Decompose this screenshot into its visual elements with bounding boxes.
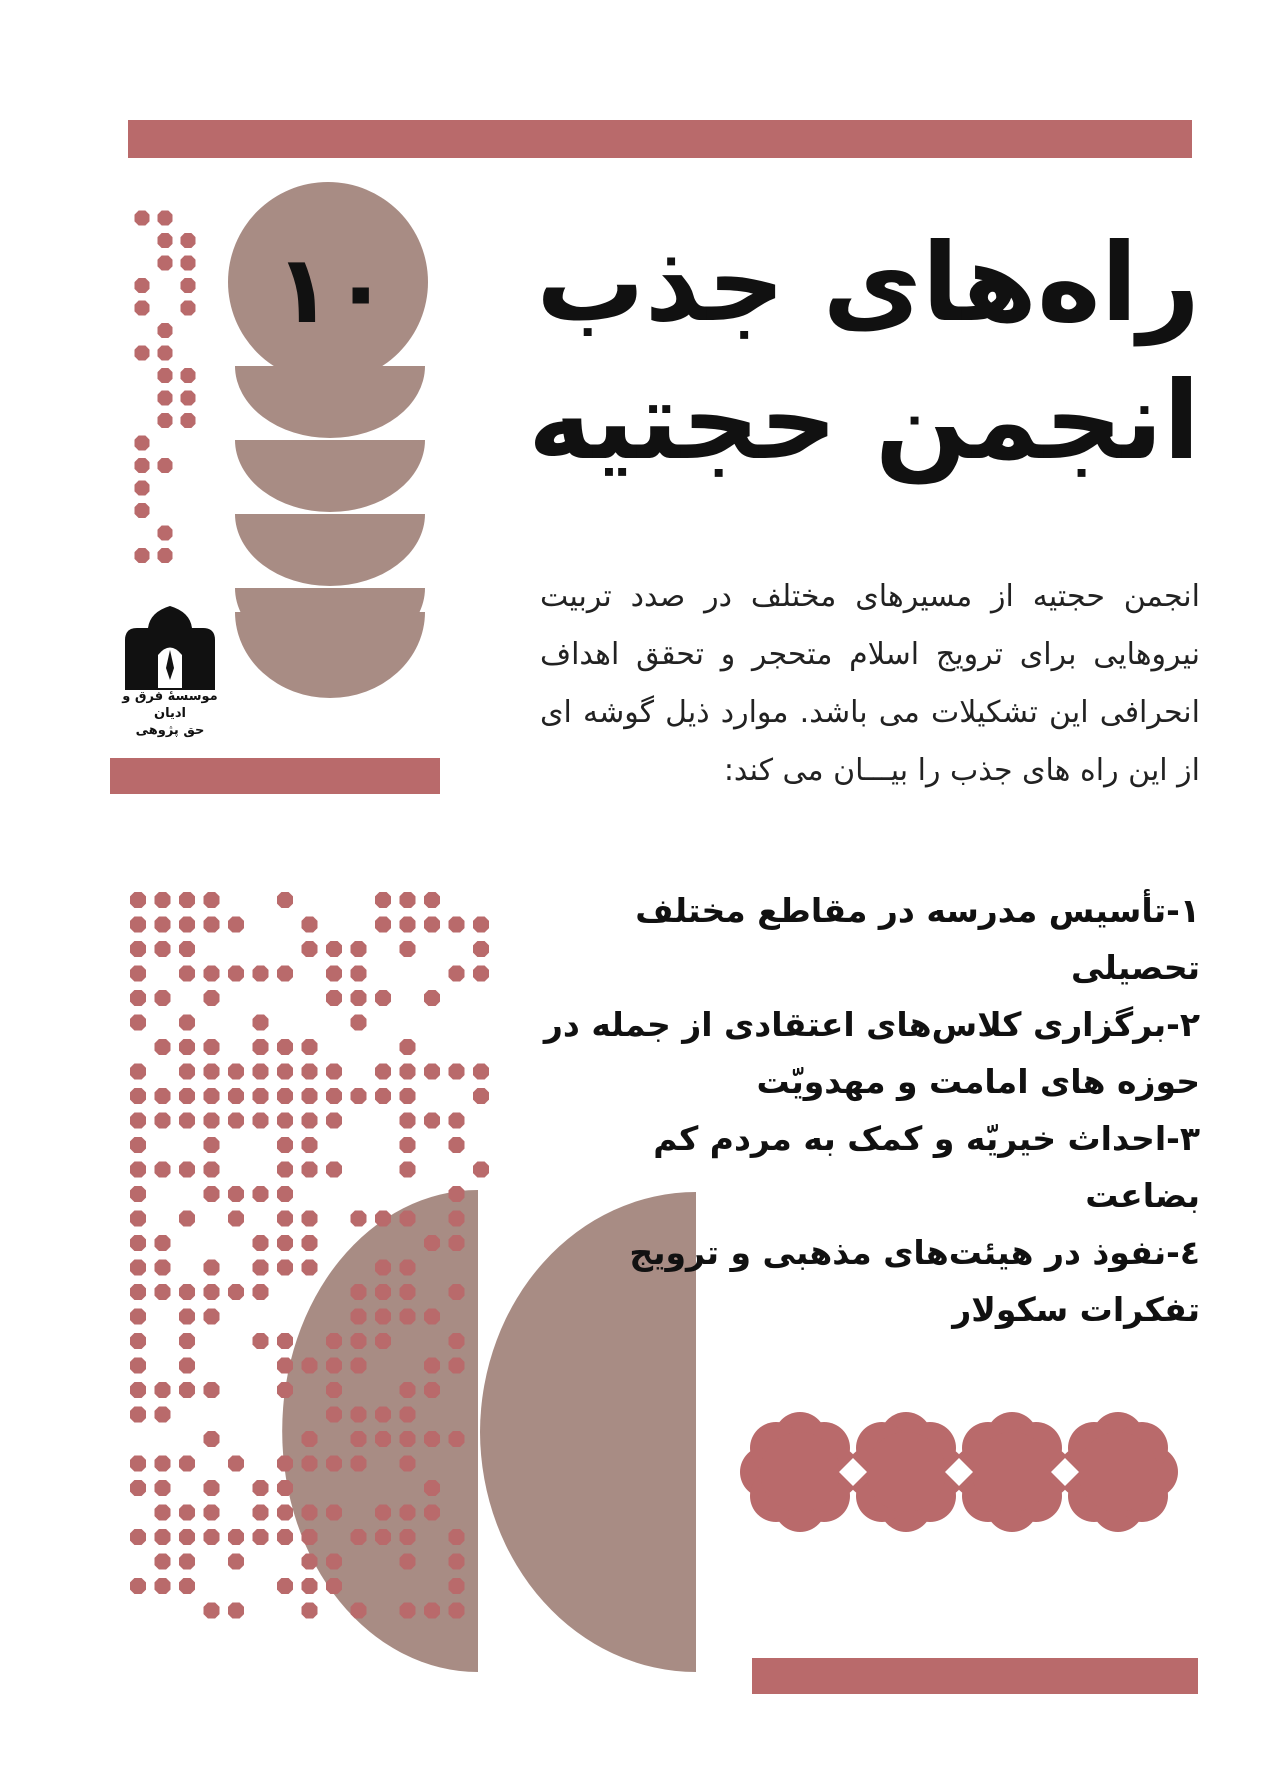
dot [400, 1407, 416, 1423]
dot [302, 1260, 318, 1276]
dot [326, 1113, 342, 1129]
dot [155, 1480, 171, 1496]
dot [351, 1211, 367, 1227]
dot [253, 1505, 269, 1521]
dot [400, 1603, 416, 1619]
dot [204, 1431, 220, 1447]
dot [228, 1113, 244, 1129]
dot [155, 1456, 171, 1472]
dot [179, 1529, 195, 1545]
dot [204, 1260, 220, 1276]
dot [277, 1382, 293, 1398]
dot [473, 1088, 489, 1104]
dot [400, 1505, 416, 1521]
dot [326, 1407, 342, 1423]
dot [375, 1529, 391, 1545]
dot [473, 1064, 489, 1080]
dot [351, 941, 367, 957]
dot [351, 966, 367, 982]
dot [181, 301, 196, 316]
dot [155, 892, 171, 908]
intro-paragraph: انجمن حجتیه از مسیرهای مختلف در صدد تربیت نیروهایی برای ترویج اسلام متحجر و تحقق اهداف انحرافی این تشکیلات می باشد. موارد ذیل گوشه ای از این راه های جذب را بیـــان می کند: [540, 579, 1200, 788]
dot [400, 1309, 416, 1325]
dot [135, 211, 150, 226]
dot [158, 368, 173, 383]
dot [375, 1284, 391, 1300]
dot [277, 1333, 293, 1349]
dot [181, 413, 196, 428]
dot [155, 1554, 171, 1570]
dot [277, 1456, 293, 1472]
dot [179, 1113, 195, 1129]
dot [449, 917, 465, 933]
dot [277, 1260, 293, 1276]
dot [135, 458, 150, 473]
dot [400, 1137, 416, 1153]
dot [158, 391, 173, 406]
dot [449, 1211, 465, 1227]
dot [449, 1137, 465, 1153]
dot [375, 892, 391, 908]
dot [351, 1088, 367, 1104]
dot [155, 1578, 171, 1594]
dot-pattern-top-left [135, 211, 196, 564]
dot [277, 1578, 293, 1594]
dot [130, 1186, 146, 1202]
dot [302, 1456, 318, 1472]
dot [179, 1039, 195, 1055]
dot [277, 892, 293, 908]
dot [130, 1358, 146, 1374]
dot [181, 256, 196, 271]
dot [400, 1039, 416, 1055]
dot [179, 1162, 195, 1178]
dot [135, 278, 150, 293]
dot [130, 1456, 146, 1472]
dot [228, 1529, 244, 1545]
dot [179, 1088, 195, 1104]
dot [179, 1284, 195, 1300]
dot [277, 1529, 293, 1545]
dot [277, 1358, 293, 1374]
dot [130, 1333, 146, 1349]
dot [424, 1309, 440, 1325]
dot [155, 1382, 171, 1398]
dot [130, 1309, 146, 1325]
dot [473, 1162, 489, 1178]
dot [351, 1603, 367, 1619]
institute-logo-text [105, 688, 235, 739]
dot [375, 1064, 391, 1080]
dot [302, 1162, 318, 1178]
dot [228, 1211, 244, 1227]
dot [158, 256, 173, 271]
dot [424, 1382, 440, 1398]
dot [400, 917, 416, 933]
dot [179, 1064, 195, 1080]
dot [375, 1431, 391, 1447]
dot [130, 1529, 146, 1545]
dot [375, 1211, 391, 1227]
dot [130, 1064, 146, 1080]
dot [158, 233, 173, 248]
dot [204, 1064, 220, 1080]
flower-center [1078, 1432, 1158, 1512]
dot [179, 1456, 195, 1472]
dot [400, 1284, 416, 1300]
dot [181, 368, 196, 383]
dot [181, 278, 196, 293]
dot [155, 1529, 171, 1545]
dot [135, 503, 150, 518]
dot [326, 1333, 342, 1349]
dot [130, 1578, 146, 1594]
dot [326, 1554, 342, 1570]
dot [302, 1211, 318, 1227]
dot [424, 1064, 440, 1080]
dot [158, 458, 173, 473]
dot [204, 1603, 220, 1619]
dot [400, 1162, 416, 1178]
dot [204, 1309, 220, 1325]
dot [302, 1088, 318, 1104]
flower-center [760, 1432, 840, 1512]
dot [449, 1603, 465, 1619]
dot [228, 1088, 244, 1104]
dot [179, 1505, 195, 1521]
dot [204, 1529, 220, 1545]
dot [204, 1382, 220, 1398]
dot [135, 301, 150, 316]
dot [179, 1358, 195, 1374]
dot [130, 1407, 146, 1423]
dot [277, 966, 293, 982]
dot [449, 1358, 465, 1374]
title-line-2: انجمن حجتیه [528, 359, 1200, 484]
dot [253, 1529, 269, 1545]
dot [351, 1358, 367, 1374]
dot [155, 1284, 171, 1300]
dot [400, 1456, 416, 1472]
dot [400, 1064, 416, 1080]
dot [400, 1260, 416, 1276]
dot [130, 892, 146, 908]
list-item: ۱-تأسیس مدرسه در مقاطع مختلف تحصیلی [635, 891, 1200, 987]
dot [424, 1480, 440, 1496]
dot [277, 1505, 293, 1521]
dot [155, 1505, 171, 1521]
dot [135, 346, 150, 361]
dot [181, 391, 196, 406]
dot [424, 1603, 440, 1619]
dot [204, 1088, 220, 1104]
dot [155, 1162, 171, 1178]
dot [449, 1578, 465, 1594]
dot [228, 1064, 244, 1080]
dot [179, 1554, 195, 1570]
dot [302, 1358, 318, 1374]
dot [204, 1284, 220, 1300]
dot [277, 1113, 293, 1129]
dot [158, 548, 173, 563]
dot [277, 1211, 293, 1227]
dot [155, 1407, 171, 1423]
list-item: ۲-برگزاری کلاس‌های اعتقادی از جمله در حوزه های امامت و مهدویّت [543, 1005, 1200, 1101]
dot [228, 1603, 244, 1619]
dot [424, 1235, 440, 1251]
dot [375, 1333, 391, 1349]
dot [158, 211, 173, 226]
dot [130, 1088, 146, 1104]
dot [204, 917, 220, 933]
dot [400, 941, 416, 957]
dot [155, 1113, 171, 1129]
dot [302, 1603, 318, 1619]
dot [204, 1113, 220, 1129]
dot [302, 1113, 318, 1129]
dot [204, 1137, 220, 1153]
dot [302, 1554, 318, 1570]
dot [351, 1407, 367, 1423]
dot [277, 1088, 293, 1104]
dot [155, 941, 171, 957]
dot [351, 1333, 367, 1349]
dot [424, 1113, 440, 1129]
dot [253, 1088, 269, 1104]
dot [135, 481, 150, 496]
flower-center [866, 1432, 946, 1512]
dot [135, 436, 150, 451]
dot [326, 966, 342, 982]
dot [277, 1235, 293, 1251]
dot [253, 1284, 269, 1300]
dot [473, 966, 489, 982]
dot [351, 990, 367, 1006]
dot [277, 1480, 293, 1496]
dot [302, 1578, 318, 1594]
dot [179, 966, 195, 982]
scalloped-column [235, 366, 425, 698]
dot [351, 1431, 367, 1447]
dot [155, 990, 171, 1006]
dot [130, 1235, 146, 1251]
dot [135, 548, 150, 563]
dot [253, 1186, 269, 1202]
dot [179, 1578, 195, 1594]
dot [449, 966, 465, 982]
dot [473, 941, 489, 957]
dot [302, 941, 318, 957]
dot [302, 1039, 318, 1055]
dot [204, 1186, 220, 1202]
dot [130, 990, 146, 1006]
dot [130, 917, 146, 933]
list-item: ٤-نفوذ در هیئت‌های مذهبی و ترویج تفکرات سکولار [629, 1233, 1200, 1329]
dot [155, 1260, 171, 1276]
dot [253, 1235, 269, 1251]
dot [130, 1137, 146, 1153]
flower-ornaments [740, 1412, 1178, 1532]
dot [130, 1162, 146, 1178]
dot [204, 966, 220, 982]
dot [326, 1382, 342, 1398]
dot [302, 1235, 318, 1251]
dot [326, 941, 342, 957]
dot [473, 917, 489, 933]
logo-text-line-1: موسسهٔ فرق و ادیان [122, 689, 218, 721]
dot [424, 892, 440, 908]
flower-center [972, 1432, 1052, 1512]
dot [302, 1529, 318, 1545]
dot [400, 1431, 416, 1447]
dot [424, 917, 440, 933]
dot [228, 1186, 244, 1202]
dot [302, 1064, 318, 1080]
dot [130, 1260, 146, 1276]
title-line-1: راه‌های جذب [536, 221, 1200, 346]
dot [179, 917, 195, 933]
dot [326, 1162, 342, 1178]
poster-number: ۱۰ [274, 236, 390, 345]
dot [253, 1113, 269, 1129]
dot [326, 990, 342, 1006]
dot [351, 1015, 367, 1031]
dot [158, 346, 173, 361]
dot [130, 1211, 146, 1227]
dot [375, 990, 391, 1006]
dot [253, 1064, 269, 1080]
dot [400, 1113, 416, 1129]
dot [375, 1309, 391, 1325]
dot [424, 1358, 440, 1374]
dot [228, 1554, 244, 1570]
dot [375, 1407, 391, 1423]
dot [130, 1284, 146, 1300]
dot [130, 1480, 146, 1496]
dot [277, 1186, 293, 1202]
dot [277, 1162, 293, 1178]
dot [204, 1162, 220, 1178]
dot [228, 1456, 244, 1472]
dot [130, 1015, 146, 1031]
dot [277, 1137, 293, 1153]
dot [204, 1480, 220, 1496]
dot [449, 1431, 465, 1447]
dot [179, 941, 195, 957]
dot [449, 1333, 465, 1349]
dot [228, 1284, 244, 1300]
dot [400, 1554, 416, 1570]
dot [179, 1309, 195, 1325]
dot [130, 1113, 146, 1129]
logo-text-line-2: حق پژوهی [135, 723, 205, 738]
dot [155, 1088, 171, 1104]
dot [424, 1505, 440, 1521]
dot [204, 1505, 220, 1521]
dot [302, 917, 318, 933]
dot [449, 1529, 465, 1545]
dot [326, 1505, 342, 1521]
dot [179, 892, 195, 908]
dot [130, 966, 146, 982]
dot [326, 1088, 342, 1104]
dot [253, 1015, 269, 1031]
dot [204, 1039, 220, 1055]
dot [179, 1211, 195, 1227]
dot [326, 1358, 342, 1374]
dot [302, 1137, 318, 1153]
dot [449, 1235, 465, 1251]
dot [400, 1088, 416, 1104]
dot [204, 990, 220, 1006]
poster-title [480, 215, 1200, 491]
dot [424, 990, 440, 1006]
dot [204, 892, 220, 908]
institute-logo-shape [125, 606, 215, 690]
dot [181, 233, 196, 248]
dot [277, 1064, 293, 1080]
dot [158, 413, 173, 428]
dot [155, 1039, 171, 1055]
dot [253, 1333, 269, 1349]
dot [158, 323, 173, 338]
dot [449, 1113, 465, 1129]
dot [449, 1284, 465, 1300]
dot [253, 966, 269, 982]
dot [351, 1309, 367, 1325]
dot [302, 1505, 318, 1521]
dot [155, 917, 171, 933]
dot [228, 966, 244, 982]
dot [351, 1529, 367, 1545]
dot [253, 1260, 269, 1276]
dot [326, 1578, 342, 1594]
dot [277, 1039, 293, 1055]
dot [375, 917, 391, 933]
dot [179, 1382, 195, 1398]
dot [400, 1529, 416, 1545]
dot [179, 1333, 195, 1349]
dot [424, 1431, 440, 1447]
dot [158, 526, 173, 541]
dot [155, 1235, 171, 1251]
dot [130, 1382, 146, 1398]
dot [179, 1015, 195, 1031]
dot [253, 1039, 269, 1055]
dot [375, 1505, 391, 1521]
dot [253, 1480, 269, 1496]
dot [449, 1064, 465, 1080]
dot [228, 917, 244, 933]
dot [326, 1456, 342, 1472]
list-item: ۳-احداث خیریّه و کمک به مردم کم بضاعت [653, 1119, 1200, 1215]
dot [130, 941, 146, 957]
dot [449, 1186, 465, 1202]
dot [375, 1088, 391, 1104]
dot [400, 1211, 416, 1227]
dot [375, 1260, 391, 1276]
ways-list [540, 882, 1200, 1338]
dot [400, 892, 416, 908]
dot [351, 1284, 367, 1300]
dot [326, 1064, 342, 1080]
dot [449, 1554, 465, 1570]
dot [400, 1382, 416, 1398]
dot [302, 1431, 318, 1447]
dot [351, 1456, 367, 1472]
